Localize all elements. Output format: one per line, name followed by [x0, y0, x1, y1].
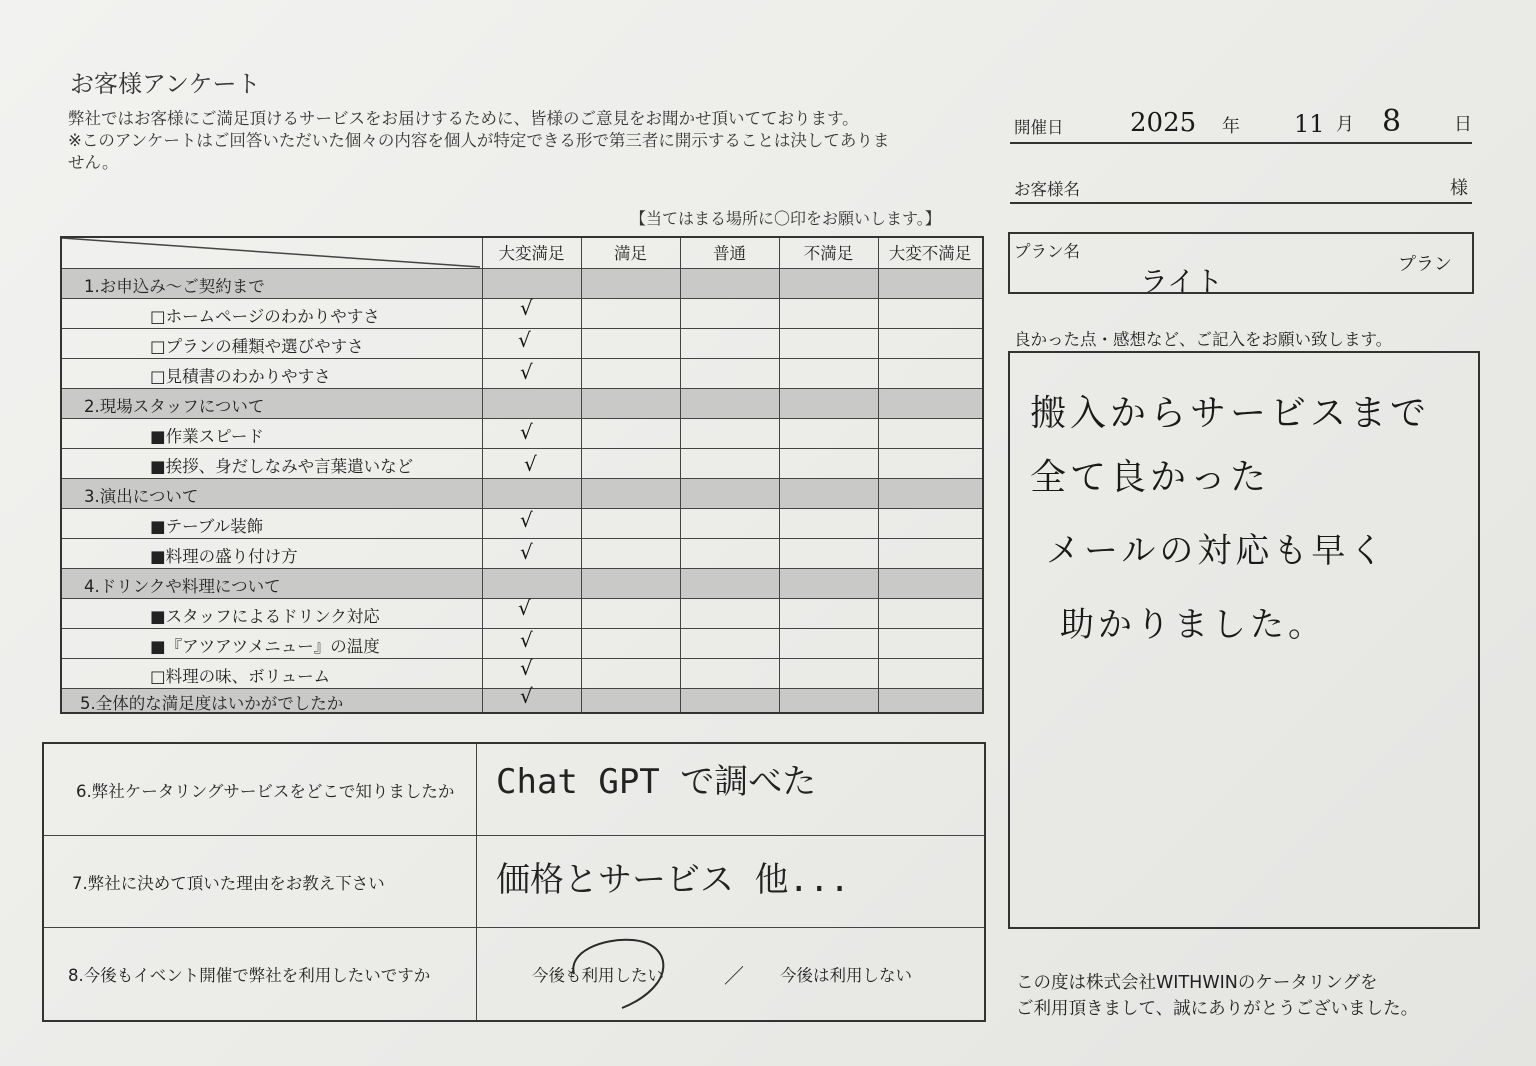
comments-box	[1008, 351, 1480, 929]
instruction-text: 【当てはまる場所に〇印をお願いします。】	[630, 209, 941, 228]
column-header-neutral: 普通	[713, 244, 746, 263]
question-label: ■テーブル装飾	[150, 517, 264, 536]
comment-line: 搬入からサービスまで	[1030, 393, 1431, 434]
event-month: 11	[1294, 110, 1325, 138]
month-unit: 月	[1336, 114, 1354, 135]
question-label: ■スタッフによるドリンク対応	[150, 607, 380, 626]
event-date-label: 開催日	[1014, 118, 1064, 137]
plan-suffix: プラン	[1398, 254, 1452, 275]
question-7-answer: 価格とサービス 他...	[496, 860, 850, 900]
question-label: □料理の味、ボリューム	[150, 667, 331, 686]
check-mark: √	[518, 328, 531, 352]
section-label: 1.お申込み～ご契約まで	[84, 277, 265, 296]
check-mark: √	[520, 540, 533, 564]
thank-you-line: この度は株式会社WITHWINのケータリングを	[1016, 973, 1378, 993]
section-row	[62, 268, 982, 298]
column-divider	[581, 238, 582, 712]
question-row	[62, 448, 982, 478]
check-mark: √	[520, 296, 533, 320]
section-row	[62, 388, 982, 418]
question-6-label: 6.弊社ケータリングサービスをどこで知りましたか	[76, 782, 455, 801]
header-diagonal	[62, 238, 482, 268]
intro-text	[68, 108, 889, 174]
intro-line: せん。	[68, 153, 119, 172]
comment-line: 全て良かった	[1030, 457, 1271, 498]
year-unit: 年	[1222, 116, 1240, 137]
plan-label: プラン名	[1014, 242, 1080, 261]
check-mark: √	[520, 656, 533, 680]
question-label: ■料理の盛り付け方	[150, 547, 298, 566]
intro-line: 弊社ではお客様にご満足頂けるサービスをお届けするために、皆様のご意見をお聞かせ頂いてております。	[68, 109, 859, 128]
column-divider	[680, 238, 681, 712]
question-label: □プランの種類や選びやすさ	[150, 337, 364, 356]
question-label: ■作業スピード	[150, 427, 264, 446]
option-yes: 今後も利用したい	[532, 966, 664, 985]
event-day: 8	[1382, 104, 1402, 139]
plan-box	[1008, 232, 1474, 298]
question-label: □ホームページのわかりやすさ	[150, 307, 380, 326]
question-table	[42, 742, 986, 1022]
question-8-label: 8.今後もイベント開催で弊社を利用したいですか	[68, 966, 431, 985]
option-separator: ／	[724, 964, 744, 988]
check-mark: √	[524, 452, 537, 476]
selection-circle	[562, 934, 672, 1012]
comment-line: 助かりました。	[1060, 605, 1326, 645]
intro-line: ※このアンケートはご回答いただいた個々の内容を個人が特定できる形で第三者に開示することは決してありま	[68, 131, 890, 150]
section-row	[62, 478, 982, 508]
question-label: □見積書のわかりやすさ	[150, 367, 331, 386]
section-label: 2.現場スタッフについて	[84, 397, 265, 416]
page-title: お客様アンケート	[70, 70, 261, 98]
section-row	[62, 568, 982, 598]
check-mark: √	[520, 628, 533, 652]
column-header-very-satisfied: 大変満足	[498, 244, 565, 263]
section-label: 5.全体的な満足度はいかがでしたか	[80, 694, 344, 713]
column-header-dissatisfied: 不満足	[803, 244, 854, 263]
check-mark: √	[520, 684, 533, 708]
customer-name-label: お客様名	[1014, 180, 1080, 199]
column-divider	[482, 238, 483, 712]
option-no: 今後は利用しない	[780, 966, 912, 985]
thank-you-message	[1016, 970, 1418, 1022]
check-mark: √	[520, 420, 533, 444]
event-year: 2025	[1130, 108, 1197, 138]
question-6-answer: Chat GPT で調べた	[496, 762, 817, 802]
check-mark: √	[518, 596, 531, 620]
customer-name-suffix: 様	[1450, 178, 1468, 199]
column-header-very-dissatisfied: 大変不満足	[888, 244, 972, 263]
check-mark: √	[520, 360, 533, 384]
plan-value: ライト	[1140, 265, 1224, 298]
section-label: 3.演出について	[84, 487, 199, 506]
section-label: 4.ドリンクや料理について	[84, 577, 281, 596]
column-divider	[779, 238, 780, 712]
thank-you-line: ご利用頂きまして、誠にありがとうございました。	[1016, 999, 1419, 1019]
date-underline	[1010, 142, 1472, 144]
column-header-satisfied: 満足	[614, 244, 647, 263]
day-unit: 日	[1454, 114, 1472, 135]
comment-line: メールの対応も早く	[1046, 531, 1388, 571]
comments-label: 良かった点・感想など、ご記入をお願い致します。	[1014, 330, 1393, 349]
question-7-label: 7.弊社に決めて頂いた理由をお教え下さい	[72, 874, 385, 893]
rating-table	[60, 236, 984, 714]
question-label: ■『アツアツメニュー』の温度	[150, 637, 380, 656]
check-mark: √	[520, 508, 533, 532]
column-divider	[878, 238, 879, 712]
question-label: ■挨拶、身だしなみや言葉遣いなど	[150, 457, 414, 476]
customer-name-underline	[1010, 202, 1472, 204]
